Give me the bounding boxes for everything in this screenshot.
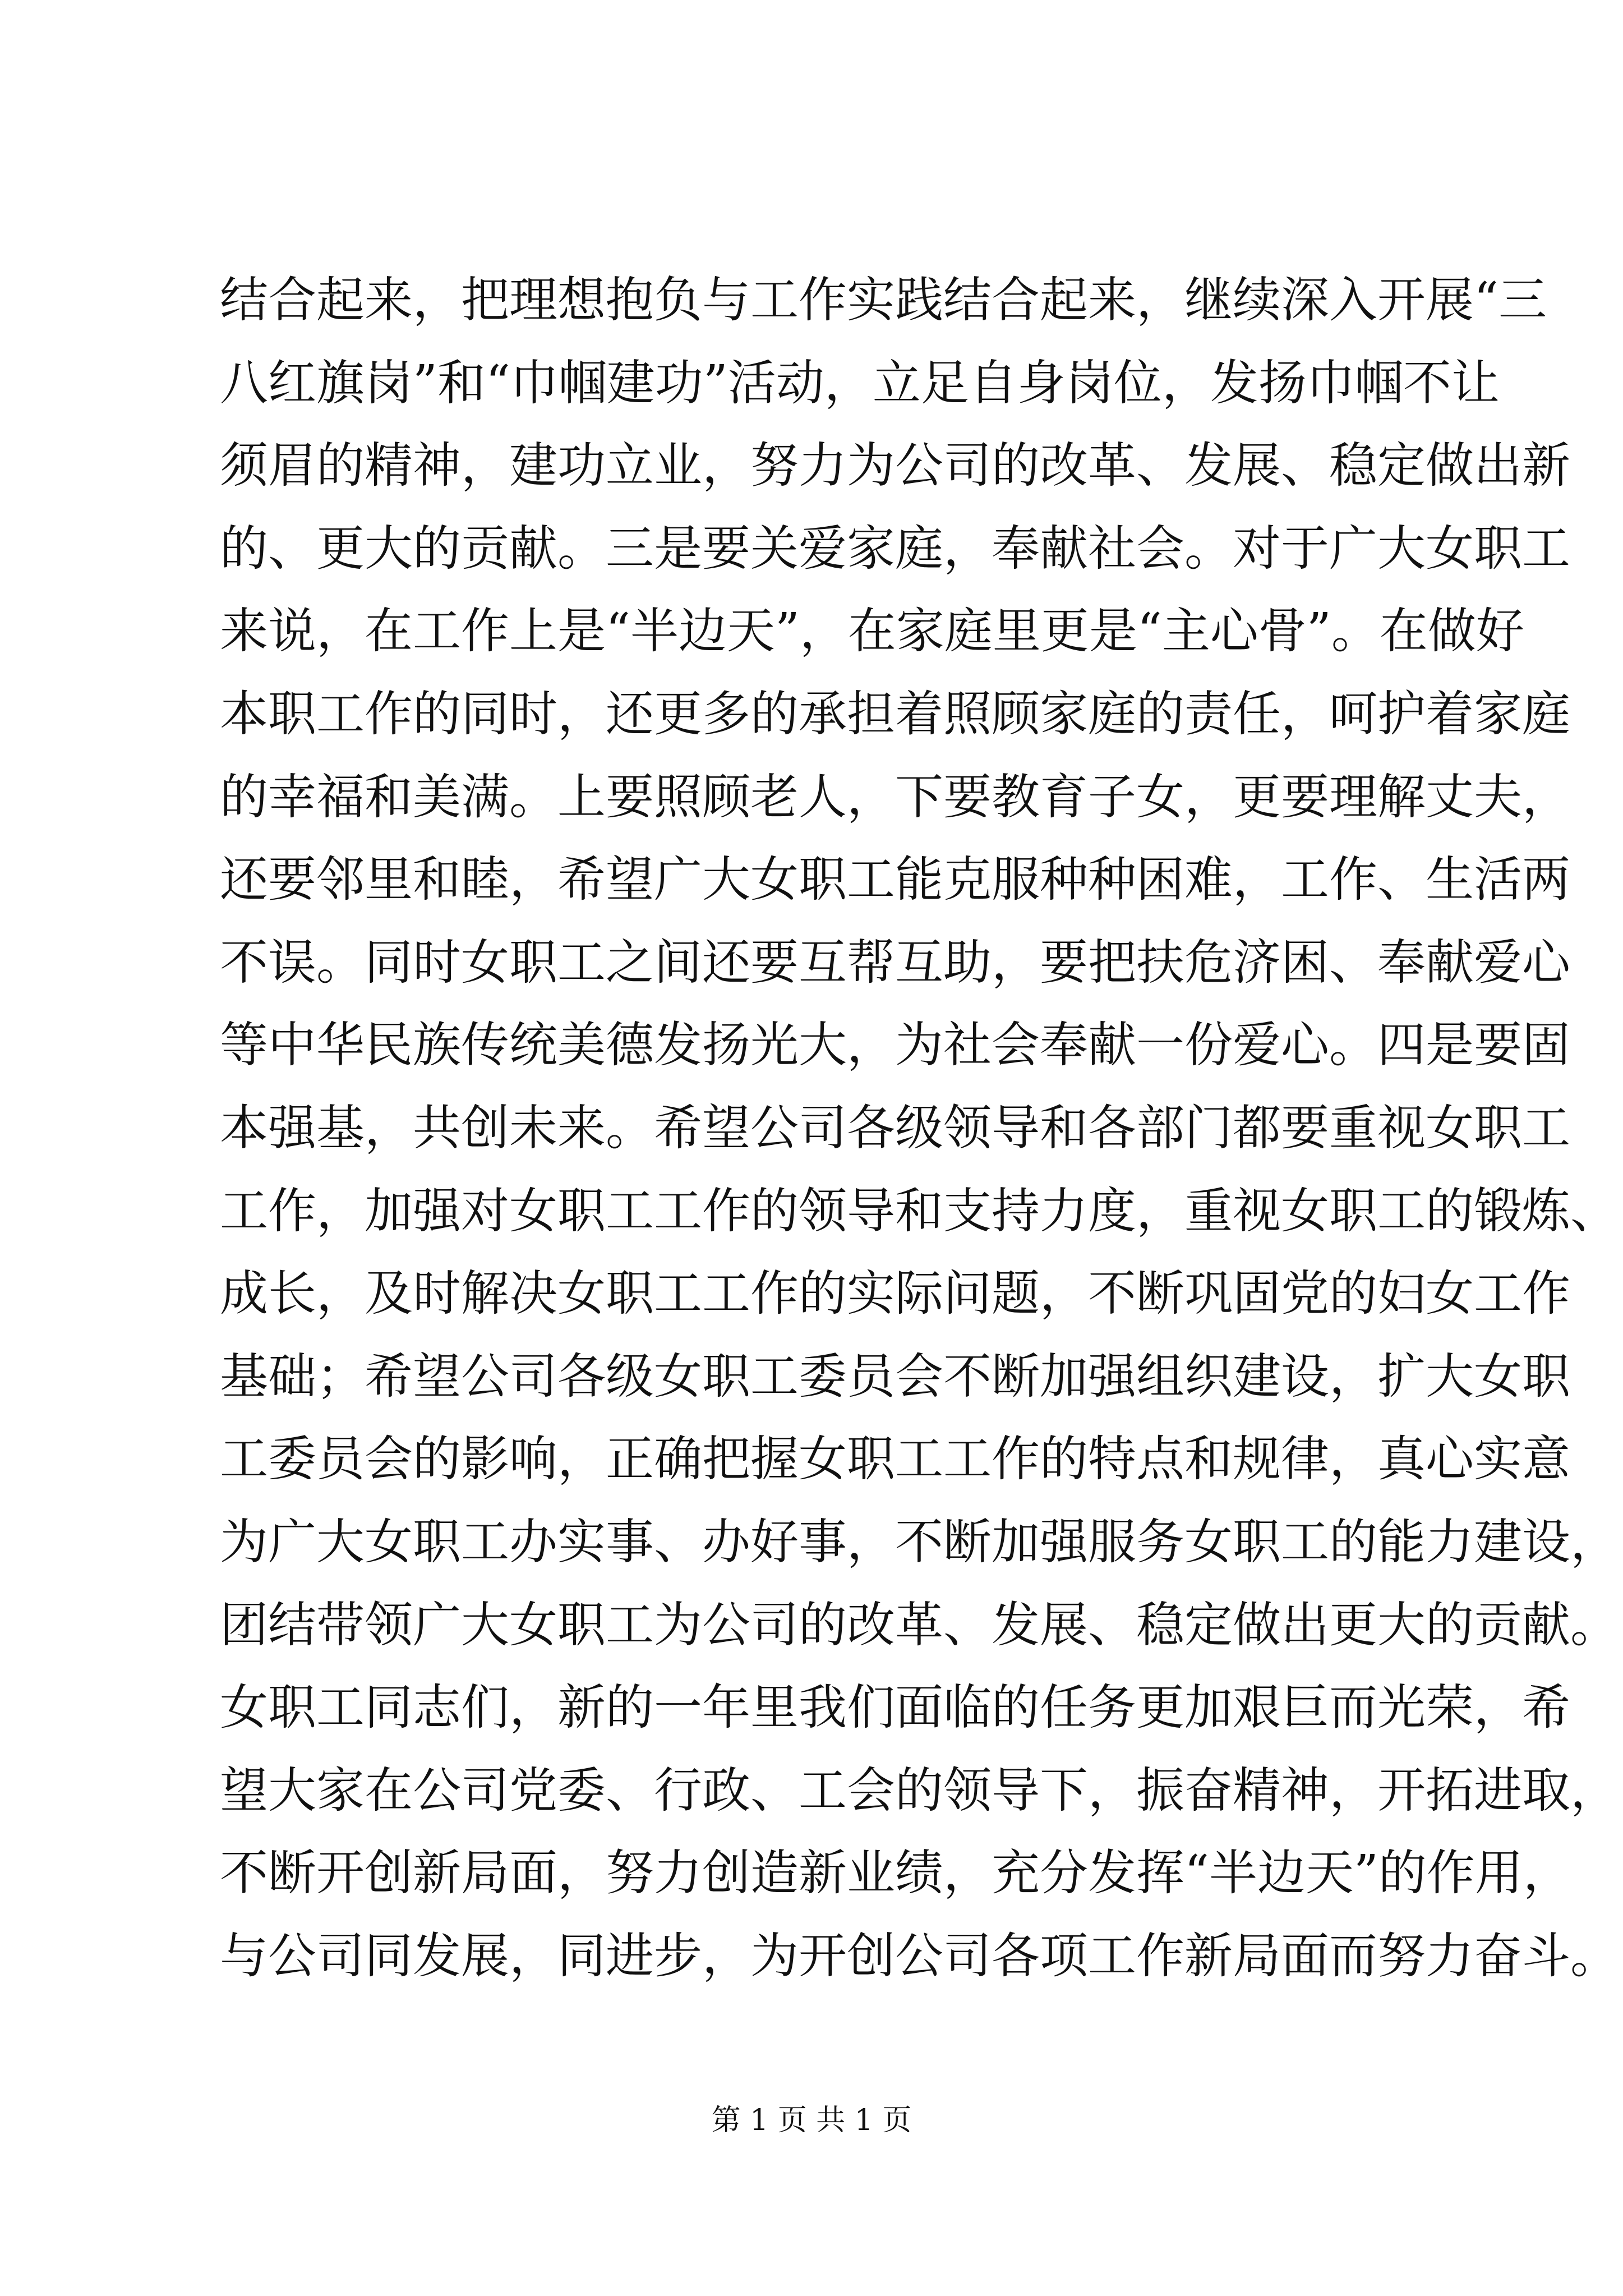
text-line: 等中华民族传统美德发扬光大，为社会奉献一份爱心。四是要固 (220, 1017, 1570, 1074)
text-line: 基础；希望公司各级女职工委员会不断加强组织建设，扩大女职 (220, 1348, 1570, 1405)
text-line: 不误。同时女职工之间还要互帮互助，要把扶危济困、奉献爱心 (220, 934, 1570, 991)
text-line: 与公司同发展，同进步，为开创公司各项工作新局面而努力奋斗。 (220, 1927, 1619, 1984)
text-line: 团结带领广大女职工为公司的改革、发展、稳定做出更大的贡献。 (220, 1596, 1619, 1653)
text-line: 成长，及时解决女职工工作的实际问题，不断巩固党的妇女工作 (220, 1266, 1570, 1322)
text-line: 不断开创新局面，努力创造新业绩，充分发挥“半边天”的作用， (220, 1845, 1571, 1902)
text-line: 还要邻里和睦，希望广大女职工能克服种种困难，工作、生活两 (220, 852, 1570, 908)
text-line: 的、更大的贡献。三是要关爱家庭，奉献社会。对于广大女职工 (220, 520, 1570, 577)
body-text (220, 259, 1619, 1998)
page-footer: 第 1 页 共 1 页 (711, 2104, 912, 2137)
text-line: 女职工同志们，新的一年里我们面临的任务更加艰巨而光荣，希 (220, 1680, 1570, 1736)
text-line: 须眉的精神，建功立业，努力为公司的改革、发展、稳定做出新 (220, 438, 1570, 494)
text-line: 结合起来，把理想抱负与工作实践结合起来，继续深入开展“三 (220, 272, 1547, 328)
text-line: 望大家在公司党委、行政、工会的领导下，振奋精神，开拓进取， (220, 1762, 1619, 1819)
text-line: 八红旗岗”和“巾帼建功”活动，立足自身岗位，发扬巾帼不让 (220, 355, 1500, 411)
text-line: 工作，加强对女职工工作的领导和支持力度，重视女职工的锻炼、 (220, 1182, 1619, 1239)
text-line: 工委员会的影响，正确把握女职工工作的特点和规律，真心实意 (220, 1431, 1570, 1488)
text-line: 的幸福和美满。上要照顾老人，下要教育子女，更要理解丈夫， (220, 769, 1570, 825)
text-line: 本职工作的同时，还更多的承担着照顾家庭的责任，呵护着家庭 (220, 685, 1570, 742)
text-line: 为广大女职工办实事、办好事，不断加强服务女职工的能力建设， (220, 1513, 1619, 1570)
text-line: 本强基，共创未来。希望公司各级领导和各部门都要重视女职工 (220, 1099, 1570, 1156)
text-line: 来说，在工作上是“半边天”，在家庭里更是“主心骨”。在做好 (220, 603, 1524, 660)
